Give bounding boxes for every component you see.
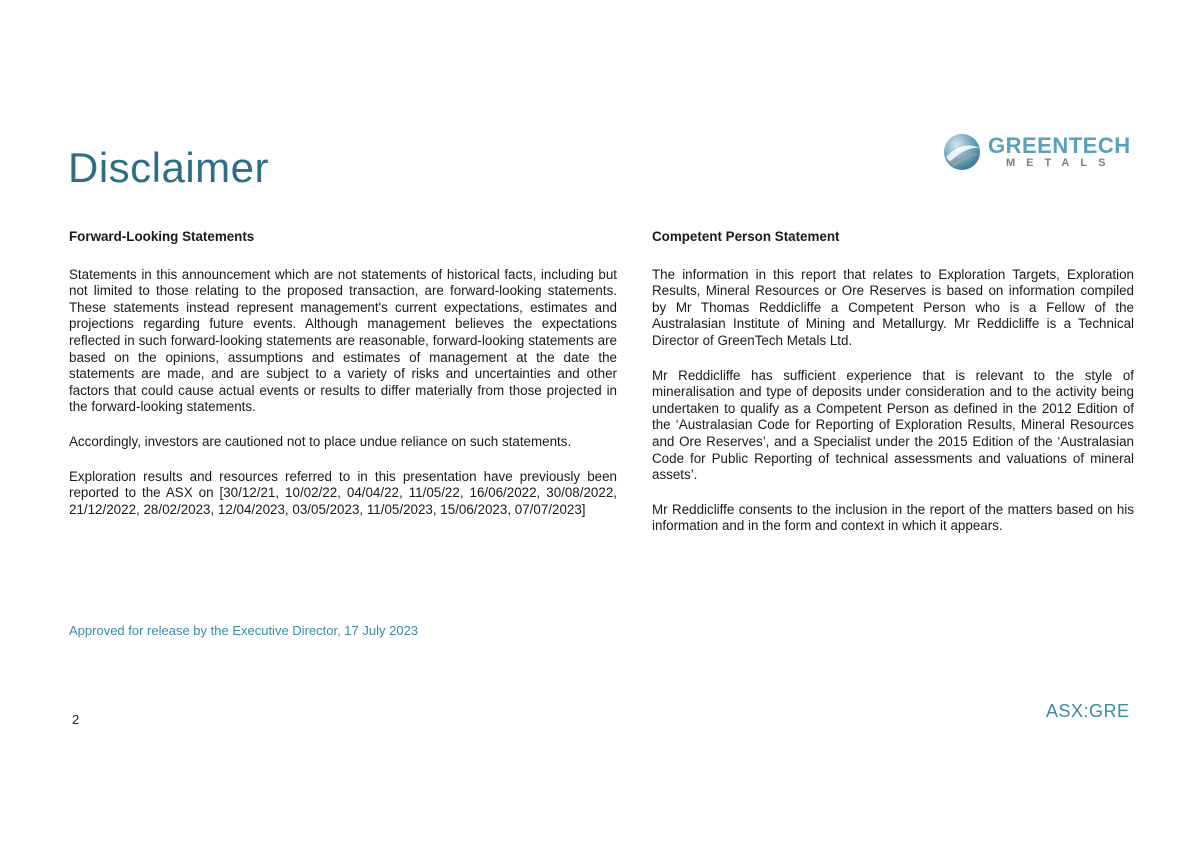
company-logo bbox=[942, 132, 1138, 172]
page-title: Disclaimer bbox=[68, 144, 270, 191]
page-number: 2 bbox=[72, 712, 80, 727]
logo-subtitle: METALS bbox=[1006, 157, 1117, 169]
forward-looking-section bbox=[69, 229, 617, 536]
competent-person-section bbox=[652, 229, 1134, 553]
logo-wordmark: GREENTECH bbox=[988, 133, 1131, 158]
forward-looking-paragraph-3: Exploration results and resources referred to in this presentation have previously been reported to the ASX on [30/12/21, 10/02/22, 04/04/22, 11/05/22, 16/06/2022, 30/08/2022, 21/12/2022, 28/02/2023, 12/04/2023, 03/05/2023, 11/05/2023, 15/06/2023, 07/07/2023] bbox=[69, 468, 617, 517]
forward-looking-heading: Forward-Looking Statements bbox=[69, 229, 255, 244]
competent-person-paragraph-3: Mr Reddicliffe consents to the inclusion in the report of the matters based on his information and in the form and context in which it appears. bbox=[652, 501, 1134, 534]
forward-looking-paragraph-2: Accordingly, investors are cautioned not to place undue reliance on such statements. bbox=[69, 433, 572, 449]
asx-ticker: ASX:GRE bbox=[1046, 701, 1130, 721]
globe-logo-icon bbox=[942, 132, 982, 172]
competent-person-paragraph-1: The information in this report that relates to Exploration Targets, Exploration Results, Mineral Resources or Ore Reserves is based on information compiled by Mr Thomas Reddicliffe a Competent Person who is a Fellow of the Australasian Institute of Mining and Metallurgy. Mr Reddicliffe is a Technical Director of GreenTech Metals Ltd. bbox=[652, 266, 1134, 348]
forward-looking-paragraph-1: Statements in this announcement which are not statements of historical facts, including but not limited to those relating to the proposed transaction, are forward-looking statements. These statements instead represent management's current expectations, estimates and projections regarding future events. Although management believes the expectations reflected in such forward-looking statements are reasonable, forward-looking statements are based on the opinions, assumptions and estimates of management at the date the statements are made, and are subject to a variety of risks and uncertainties and other factors that could cause actual events or results to differ materially from those projected in the forward-looking statements. bbox=[69, 266, 617, 415]
competent-person-paragraph-2: Mr Reddicliffe has sufficient experience that is relevant to the style of mineralisation and type of deposits under consideration and to the activity being undertaken to qualify as a Competent Person as defined in the 2012 Edition of the ‘Australasian Code for Reporting of Exploration Results, Mineral Resources and Ore Reserves’, and a Specialist under the 2015 Edition of the ‘Australasian Code for Public Reporting of technical assessments and valuations of mineral assets’. bbox=[652, 367, 1134, 483]
competent-person-heading: Competent Person Statement bbox=[652, 229, 840, 244]
approval-statement: Approved for release by the Executive Director, 17 July 2023 bbox=[69, 623, 419, 638]
